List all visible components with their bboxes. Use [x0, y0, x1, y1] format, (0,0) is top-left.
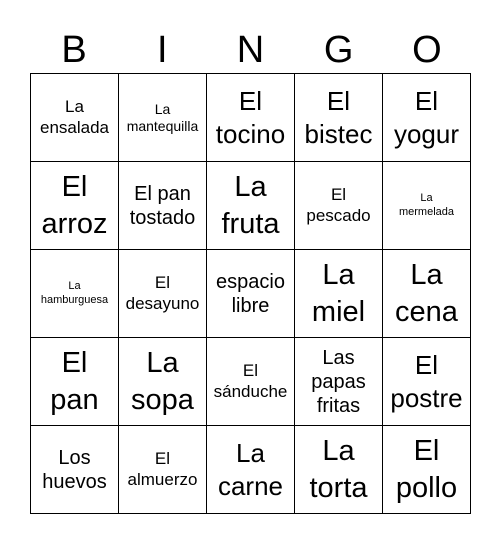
- bingo-cell-r4-c1[interactable]: El pan: [31, 338, 119, 426]
- bingo-cell-r4-c4[interactable]: Las papas fritas: [295, 338, 383, 426]
- bingo-cell-r4-c5[interactable]: El postre: [383, 338, 471, 426]
- bingo-cell-r3-c2[interactable]: El desayuno: [119, 250, 207, 338]
- header-letter-b: B: [61, 29, 87, 71]
- bingo-cell-r3-c4[interactable]: La miel: [295, 250, 383, 338]
- header-letter-o: O: [412, 29, 442, 71]
- bingo-cell-r2-c2[interactable]: El pan tostado: [119, 162, 207, 250]
- bingo-cell-r1-c2[interactable]: La mantequilla: [119, 74, 207, 162]
- bingo-cell-r4-c2[interactable]: La sopa: [119, 338, 207, 426]
- bingo-cell-r5-c3[interactable]: La carne: [207, 426, 295, 514]
- bingo-header: [30, 28, 471, 72]
- bingo-cell-r2-c4[interactable]: El pescado: [295, 162, 383, 250]
- bingo-cell-r2-c1[interactable]: El arroz: [31, 162, 119, 250]
- bingo-cell-r1-c4[interactable]: El bistec: [295, 74, 383, 162]
- header-letter-g: G: [323, 29, 354, 71]
- bingo-cell-r3-c3[interactable]: espacio libre: [207, 250, 295, 338]
- bingo-cell-r5-c5[interactable]: El pollo: [383, 426, 471, 514]
- bingo-cell-r2-c3[interactable]: La fruta: [207, 162, 295, 250]
- header-letter-i: I: [157, 29, 168, 71]
- bingo-cell-r1-c1[interactable]: La ensalada: [31, 74, 119, 162]
- bingo-board: [30, 73, 471, 514]
- bingo-cell-r5-c1[interactable]: Los huevos: [31, 426, 119, 514]
- bingo-cell-r4-c3[interactable]: El sánduche: [207, 338, 295, 426]
- bingo-cell-r3-c1[interactable]: La hamburguesa: [31, 250, 119, 338]
- bingo-cell-r5-c4[interactable]: La torta: [295, 426, 383, 514]
- bingo-cell-r2-c5[interactable]: La mermelada: [383, 162, 471, 250]
- header-letter-n: N: [236, 29, 265, 71]
- bingo-cell-r1-c3[interactable]: El tocino: [207, 74, 295, 162]
- bingo-cell-r5-c2[interactable]: El almuerzo: [119, 426, 207, 514]
- bingo-cell-r3-c5[interactable]: La cena: [383, 250, 471, 338]
- bingo-cell-r1-c5[interactable]: El yogur: [383, 74, 471, 162]
